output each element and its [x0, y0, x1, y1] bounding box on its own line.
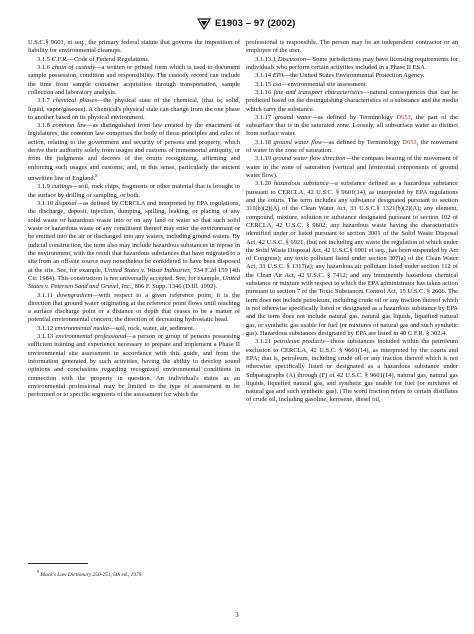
definition-epa: 3.1.14 EPA—the United States Environmental Protection Agency. [255, 72, 425, 80]
definition-esa: 3.1.15 esa—environmental site assessment. [255, 80, 368, 88]
definition-ground-water-flow: 3.1.18 ground water flow—as defined by Terminology D653, the movement of water in the zone of saturation. [246, 138, 458, 155]
definition-disposal: 3.1.10 disposal—as defined by CERCLA and interpreted by EPA regulations, the discharge, deposit, injection, dumping, spilling, leaking, or placing of any solid waste or hazardous waste into or on any land or water so that such solid waste or hazardous waste or any constituent thereof may enter the environment or be emitted into the air or discharged into any waters, including ground waters. By judicial construction, the term also may include hazardous substances in repose in the environment, with the result that hazardous substances that have migrated to a site from an off-site source may nonetheless be considered to have been disposed at the site. See, for example, United States v. Waste Industries, 734 F.2d 159 (4th Cir. 1984). This construction is not universally accepted. See, for example, United States v. Petersen Sand and Gravel, Inc., 806 F. Supp. 1346 (D.Ill. 1992). [28, 200, 241, 291]
definition-environmental-professional: 3.1.13 environmental professional—a person or group of persons possessing sufficient training and experience necessary to prepare and implement a Phase II environmental site assessment in accordance with this guide, and from the information generated by such activities, having the ability to develop sound opinions and conclusions regarding recognized environmental conditions in connection with the property in question. An individual's status as an environmental professional may be limited to the type of assessment to be performed or to specific segments of the assessment for which the [28, 333, 240, 399]
definition-common-law: 3.1.8 common law—as distinguished from law created by the enactment of legislatures, the common law comprises the body of those principles and rules of action, relating to the government and security of persons and property, which derive their authority solely from usages and customs of immemorial antiquity, or from the judgments and decrees of the courts recognizing, affirming and enforcing such usages and customs; and, in this sense, particularly the ancient unwritten law of England.$^8$ [28, 122, 240, 183]
footnote: $^8$ Black's Law Dictionary 250-251, 5th ed., 1979. [37, 569, 143, 578]
paragraph: professional is responsible. The person may be an independent contractor or an employee of the user. [246, 39, 458, 55]
discussion-note: 3.1.13.1 Discussion—Some jurisdictions may have licensing requirements for individuals who perform certain activities included in a Phase II ESA. [246, 55, 458, 71]
page-header [0, 17, 474, 33]
definition-environmental-media: 3.1.12 environmental media—soil, rock, water, air, sediment. [37, 324, 195, 332]
definition-chain-of-custody: 3.1.6 chain of custody—a written or printed form which is used to document sample possession, condition and responsibility. The custody record can include the time from sample container acquisition through transportation, sample collection and laboratory analysis. [28, 63, 240, 96]
definition-petroleum-products: 3.1.21 petroleum products—those substances included within the petroleum exclusion to CERCLA, 42 U.S.C. § 9601(14), as interpreted by the courts and EPA; that is, petroleum, including crude oil or any fraction thereof which is not otherwise specifically listed or designated as a hazardous substance under Subparagraphs (A) through (F) of 42 U.S.C. § 9601(14), natural gas, natural gas liquids, liquefied natural gas, and synthetic gas usable for fuel (or mixtures of natural gas and such synthetic gas). (The word fraction refers to certain distillates of crude oil, including gasoline, kerosene, diesel oil, [246, 338, 459, 404]
footnote-marker[interactable]: 8 [95, 173, 98, 178]
reference-link-d653[interactable]: D653 [396, 113, 411, 121]
right-column [246, 39, 458, 405]
page-number: 3 [235, 611, 239, 619]
left-column [28, 39, 240, 400]
definition-fate-transport: 3.1.16 fate and transport characteristics—natural consequences that can be predicted based on the distinguishing characteristics of a substance and the media which carry the substance. [246, 88, 458, 113]
reference-link-d653[interactable]: D653 [402, 138, 417, 146]
definition-cuttings: 3.1.9 cuttings—soil, rock chips, fragments or other material that is brought to the surface by drilling or sampling, or both. [28, 183, 241, 199]
footnote-divider [28, 563, 88, 564]
definition-downgradient: 3.1.11 downgradient—with respect to a given reference point, it is the direction that ground water originating at the reference point flows until reaching a surface discharge point or a distance or depth that ceases to be a matter of potential environmental concern; the direction of decreasing hydrostatic head. [28, 291, 240, 324]
definition-ground-water: 3.1.17 ground water—as defined by Terminology D653, the part of the subsurface that is in the saturated zone. Loosely, all subsurface water as distinct from surface water. [246, 113, 458, 138]
definition-ground-water-flow-direction: 3.1.19 ground water flow direction—the compass bearing of the movement of water in the zone of saturation (vertical and horizontal components of ground water flow). [246, 155, 458, 179]
definition-chemical-phases: 3.1.7 chemical phases—the physical state of the chemical, (that is; solid, liquid, vapor/gaseous). A chemical's physical state can change from the one phase to another based on its physical environment. [28, 97, 240, 121]
astm-logo-icon [197, 18, 211, 30]
paragraph: U.S.C.§ 9601, et seq., the primary federal statute that governs the imposition of liability for environmental cleanups. [28, 39, 240, 55]
definition-cfr: 3.1.5 C.F.R.—Code of Federal Regulations. [37, 55, 150, 63]
document-designation: E1903 – 97 (2002) [215, 18, 296, 29]
definition-hazardous-substance: 3.1.20 hazardous substance—a substance defined as a hazardous substance pursuant to CERCLA, 42 U.S.C. § 9601(14), as interpreted by EPA regulations and the courts. The term includes any substance designated pursuant to section 311(b)(2)(A) of the Clean Water Act, 33 U.S.C.§ 1321(b)(2)(A); any element, compound, mixture, solution or substance designated pursuant to section 102 of CERCLA, 42 U.S.C. § 9602; any hazardous waste having the characteristics identified under or listed pursuant to section 3001 of the Solid Waste Disposal Act, 42 U.S.C. § 6921, (but not including any waste the regulation of which under the Solid Waste Disposal Act, 42 U.S.C.§ 6901 et seq., has been suspended by Act of Congress); any toxic pollutant listed under section 307(a) of the Clean Water Act, 33 U.S.C. § 1317(a); any hazardous air pollutant listed under section 112 of the Clean Air Act, 42 U.S.C. § 7412; and any imminently hazardous chemical substance or mixture with respect to which the EPA administrator has taken action pursuant to section 7 of the Toxic Substances Control Act, 15 U.S.C. § 2606. The term does not include petroleum, including crude oil or any fraction thereof which is not otherwise specifically listed or designated as a hazardous substance by EPA and the term does not include natural gas, natural gas liquids, liquefied natural gas, or synthetic gas usable for fuel (or mixtures of natural gas and such synthetic gas). Hazardous substances designated by EPA are listed in 40 C.F.R. § 302.4. [246, 180, 459, 337]
